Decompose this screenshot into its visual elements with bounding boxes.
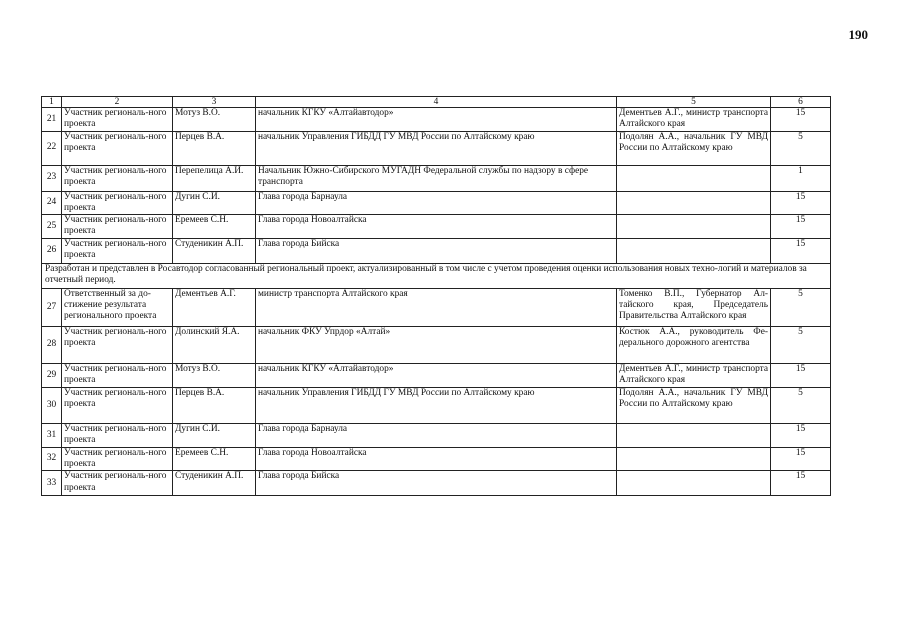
row-number-cell: 26 [42,238,62,263]
role-cell: Участник региональ-ного проекта [62,471,173,496]
score-cell: 15 [771,215,831,239]
position-cell: начальник Управления ГИБДД ГУ МВД России по Алтайскому краю [256,131,617,165]
supervisor-cell [617,165,771,191]
name-cell: Студеникин А.П. [173,471,256,496]
row-number-cell: 31 [42,423,62,447]
page-number: 190 [848,27,868,42]
position-cell: начальник КГКУ «Алтайавтодор» [256,108,617,132]
row-number-cell: 21 [42,108,62,132]
column-number: 4 [256,97,617,108]
name-cell: Перцев В.А. [173,387,256,423]
supervisor-cell: Дементьев А.Г., министр транспорта Алтайского края [617,108,771,132]
column-number: 1 [42,97,62,108]
table-row [42,447,831,471]
column-number: 5 [617,97,771,108]
score-cell: 15 [771,423,831,447]
supervisor-cell [617,238,771,263]
position-cell: Глава города Барнаула [256,191,617,215]
position-cell: Начальник Южно-Сибирского МУГАДН Федеральной службы по надзору в сфере транспорта [256,165,617,191]
project-participants-table [41,96,831,496]
score-cell: 15 [771,363,831,387]
supervisor-cell [617,191,771,215]
position-cell: начальник ФКУ Упрдор «Алтай» [256,326,617,363]
supervisor-cell: Подолян А.А., начальник ГУ МВД России по Алтайскому краю [617,387,771,423]
position-cell: министр транспорта Алтайского края [256,288,617,326]
table-row [42,165,831,191]
supervisor-cell: Дементьев А.Г., министр транспорта Алтайского края [617,363,771,387]
role-cell: Участник региональ-ного проекта [62,165,173,191]
column-number: 6 [771,97,831,108]
position-cell: Глава города Бийска [256,238,617,263]
name-cell: Мотуз В.О. [173,108,256,132]
supervisor-cell [617,447,771,471]
row-number-cell: 24 [42,191,62,215]
row-number-cell: 30 [42,387,62,423]
row-number-cell: 33 [42,471,62,496]
score-cell: 15 [771,108,831,132]
score-cell: 15 [771,238,831,263]
name-cell: Студеникин А.П. [173,238,256,263]
table-row [42,108,831,132]
position-cell: Глава города Новоалтайска [256,447,617,471]
supervisor-cell: Подолян А.А., начальник ГУ МВД России по Алтайскому краю [617,131,771,165]
position-cell: начальник Управления ГИБДД ГУ МВД России по Алтайскому краю [256,387,617,423]
name-cell: Мотуз В.О. [173,363,256,387]
role-cell: Ответственный за до-стижение результата регионального проекта [62,288,173,326]
name-cell: Еремеев С.Н. [173,447,256,471]
score-cell: 5 [771,131,831,165]
role-cell: Участник региональ-ного проекта [62,363,173,387]
role-cell: Участник региональ-ного проекта [62,326,173,363]
row-number-cell: 23 [42,165,62,191]
supervisor-cell [617,423,771,447]
supervisor-cell: Костюк А.А., руководитель Фе-дерального дорожного агентства [617,326,771,363]
role-cell: Участник региональ-ного проекта [62,131,173,165]
name-cell: Долинский Я.А. [173,326,256,363]
score-cell: 15 [771,447,831,471]
section-note-row [42,263,831,288]
score-cell: 5 [771,387,831,423]
role-cell: Участник региональ-ного проекта [62,423,173,447]
role-cell: Участник региональ-ного проекта [62,447,173,471]
section-note: Разработан и представлен в Росавтодор согласованный региональный проект, актуализированный в том числе с учетом проведения оценки использования новых техно-логий и материалов за отчетный период. [42,263,831,288]
role-cell: Участник региональ-ного проекта [62,191,173,215]
score-cell: 15 [771,471,831,496]
position-cell: Глава города Барнаула [256,423,617,447]
name-cell: Дугин С.И. [173,423,256,447]
role-cell: Участник региональ-ного проекта [62,215,173,239]
supervisor-cell [617,215,771,239]
role-cell: Участник региональ-ного проекта [62,238,173,263]
row-number-cell: 32 [42,447,62,471]
score-cell: 15 [771,191,831,215]
table-row [42,131,831,165]
position-cell: Глава города Бийска [256,471,617,496]
table-row [42,387,831,423]
row-number-cell: 29 [42,363,62,387]
table-row [42,238,831,263]
table-row [42,363,831,387]
table-row [42,423,831,447]
name-cell: Дугин С.И. [173,191,256,215]
supervisor-cell: Томенко В.П., Губернатор Ал-тайского края, Председатель Правительства Алтайского края [617,288,771,326]
table-row [42,471,831,496]
score-cell: 5 [771,326,831,363]
row-number-cell: 28 [42,326,62,363]
column-number: 2 [62,97,173,108]
row-number-cell: 25 [42,215,62,239]
row-number-cell: 22 [42,131,62,165]
name-cell: Перцев В.А. [173,131,256,165]
column-number: 3 [173,97,256,108]
table-row [42,326,831,363]
name-cell: Перепелица А.И. [173,165,256,191]
position-cell: начальник КГКУ «Алтайавтодор» [256,363,617,387]
name-cell: Еремеев С.Н. [173,215,256,239]
name-cell: Дементьев А.Г. [173,288,256,326]
role-cell: Участник региональ-ного проекта [62,108,173,132]
table-row [42,215,831,239]
row-number-cell: 27 [42,288,62,326]
supervisor-cell [617,471,771,496]
role-cell: Участник региональ-ного проекта [62,387,173,423]
column-numbers-row [42,97,831,108]
table-row [42,288,831,326]
position-cell: Глава города Новоалтайска [256,215,617,239]
table-row [42,191,831,215]
score-cell: 5 [771,288,831,326]
score-cell: 1 [771,165,831,191]
